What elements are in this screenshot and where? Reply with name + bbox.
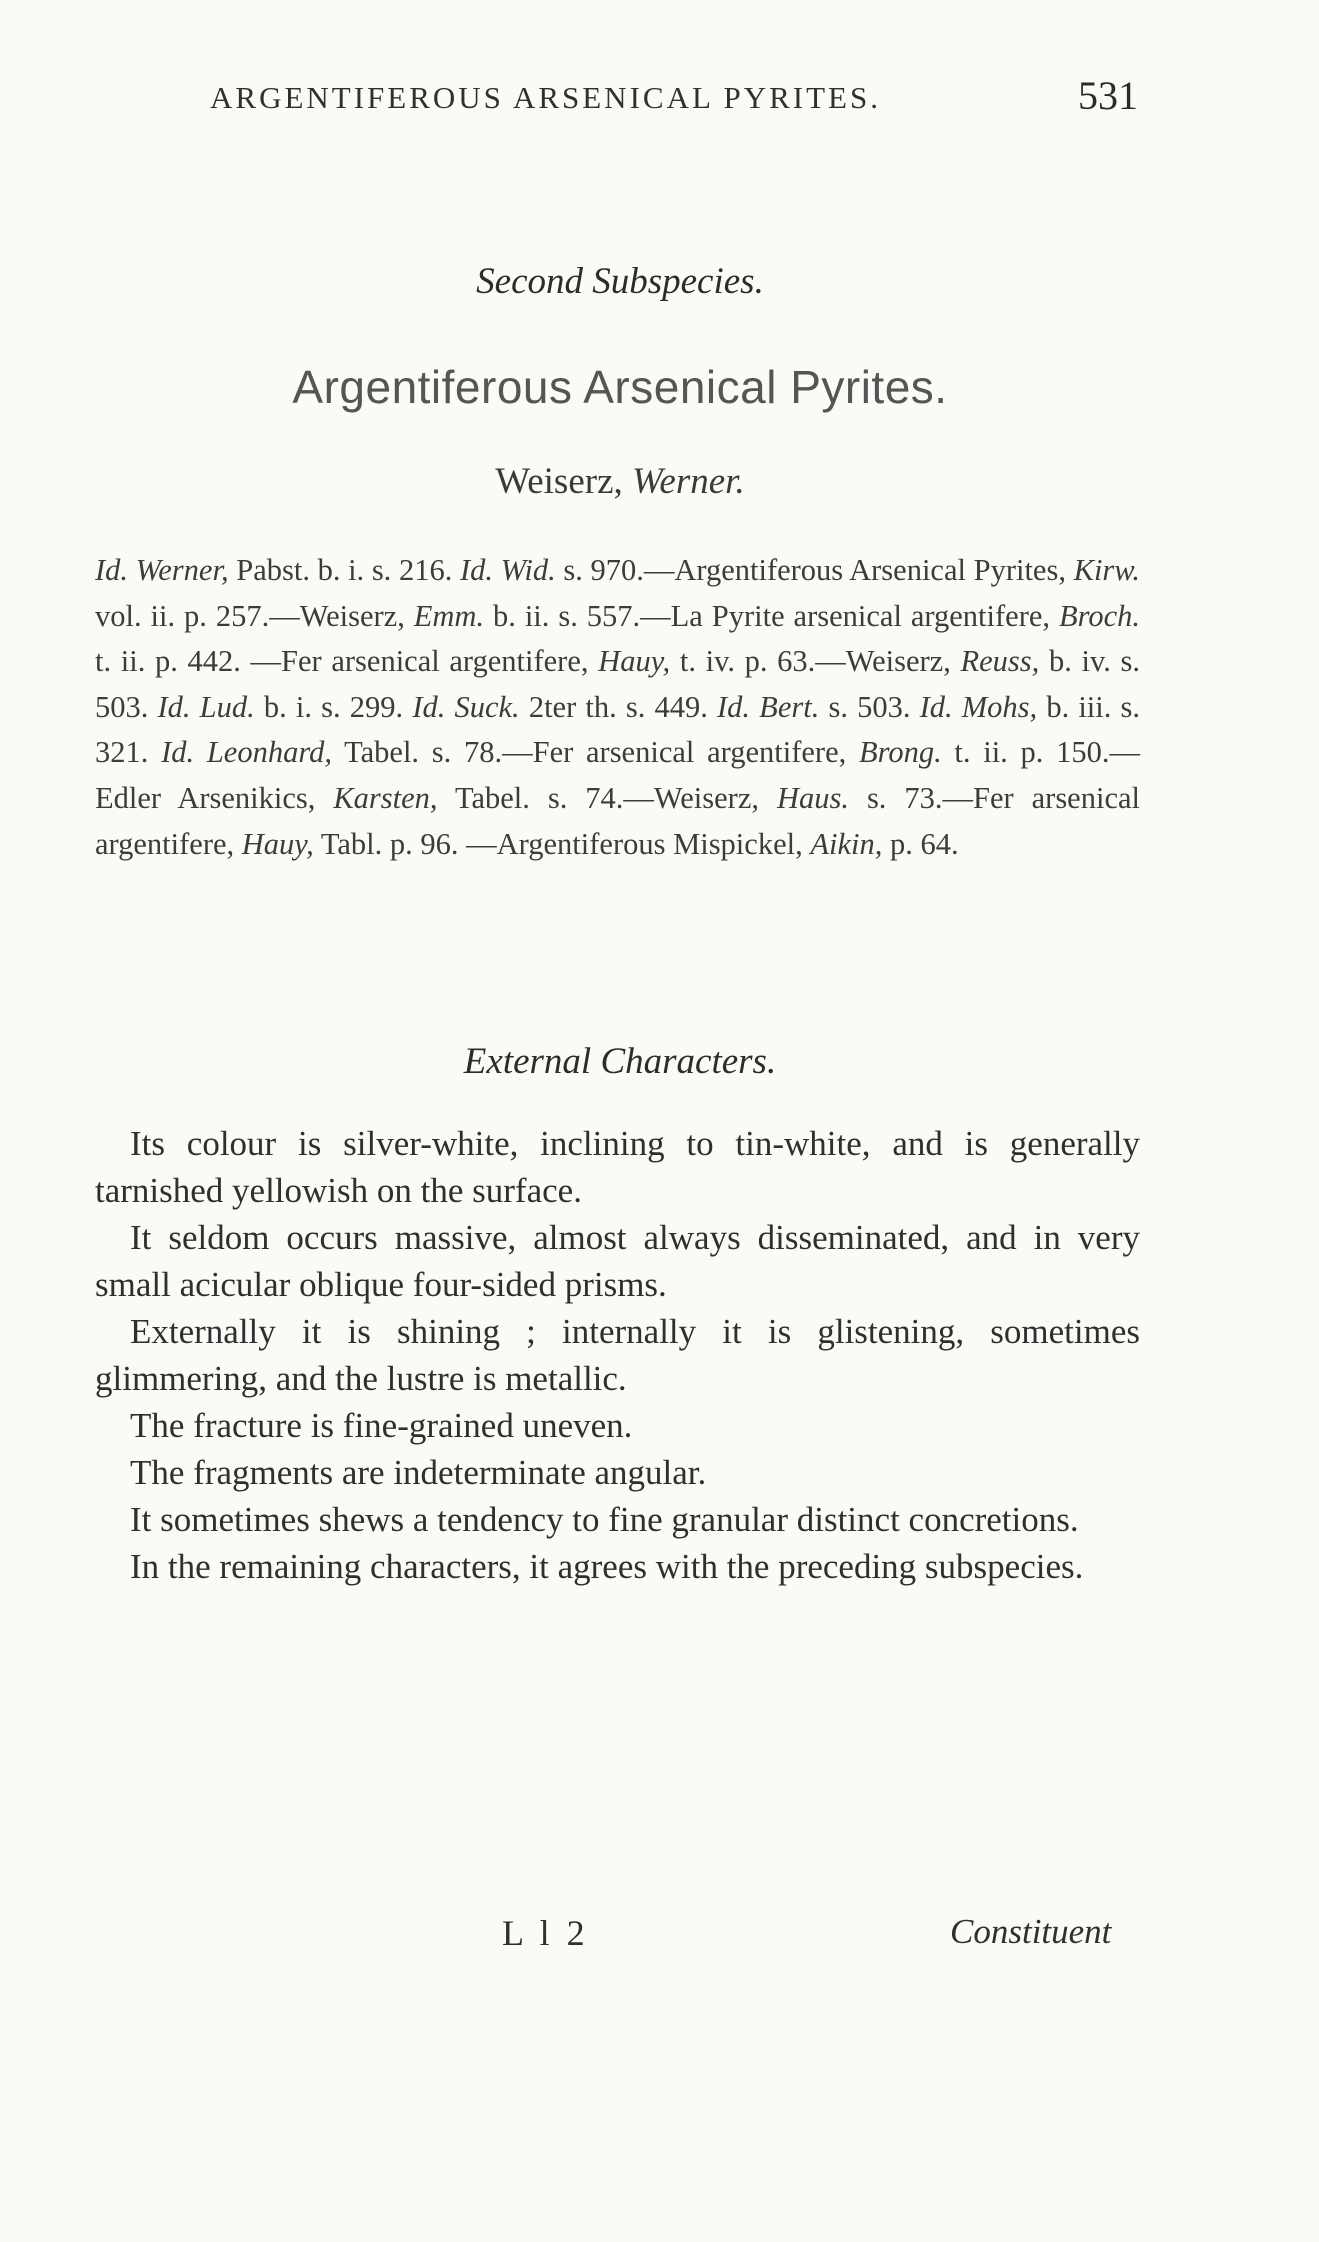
- synonymy-text: Tabl. p. 96. —Argentiferous Mispickel,: [313, 826, 811, 861]
- catchword: Constituent: [950, 1912, 1112, 1951]
- paragraph-occurrence: It seldom occurs massive, almost always disseminated, and in very small acicular oblique four-sided prisms.: [95, 1218, 1140, 1304]
- paragraph-lustre: Externally it is shining ; internally it is glistening, sometimes glimmering, and the lustre is metallic.: [95, 1312, 1140, 1398]
- paragraph-fracture: The fracture is fine-grained uneven.: [130, 1406, 633, 1445]
- subspecies-heading: Second Subspecies.: [476, 261, 764, 302]
- synonymy-text: t. ii. p. 150.—Edler Arsenikics,: [95, 735, 1140, 815]
- paragraph-colour: Its colour is silver-white, inclining to tin-white, and is generally tarnished yellowish on the surface.: [95, 1124, 1140, 1210]
- synonymy-text: b. iv. s. 503.: [95, 644, 1140, 724]
- synonymy-text: s. 970.—Argentiferous Arsenical Pyrites,: [555, 553, 1074, 587]
- synonymy-citation-italic: Hauy,: [241, 826, 314, 861]
- page-number: 531: [1078, 73, 1138, 118]
- synonymy-text: Tabel. s. 74.—Weiserz,: [437, 780, 777, 815]
- german-name: [95, 460, 1145, 503]
- synonymy-text: b. i. s. 299.: [254, 689, 413, 724]
- synonymy-citation-italic: Karsten,: [333, 780, 438, 815]
- synonymy-citation-italic: Haus.: [776, 780, 849, 815]
- synonymy-citation-italic: Aikin,: [810, 826, 883, 861]
- synonymy-citation-italic: Broch.: [1058, 598, 1140, 633]
- synonymy-text: 2ter th. s. 449.: [519, 689, 718, 724]
- paragraph-concretions: It sometimes shews a tendency to fine granular distinct concretions.: [130, 1500, 1079, 1539]
- german-name-author: Werner.: [632, 461, 745, 502]
- synonymy-text: s. 503.: [819, 689, 920, 724]
- synonymy-citation-italic: Id. Mohs,: [919, 689, 1038, 724]
- synonymy-text: t. ii. p. 442. —Fer arsenical argentifere,: [95, 644, 599, 679]
- synonymy-citation-italic: Id. Wid.: [459, 553, 556, 587]
- synonymy-text: p. 64.: [882, 826, 959, 861]
- paragraph-remaining: In the remaining characters, it agrees with the preceding subspecies.: [130, 1547, 1084, 1586]
- species-title: Argentiferous Arsenical Pyrites.: [292, 361, 948, 413]
- synonymy-citation-italic: Kirw.: [1073, 553, 1141, 587]
- synonymy-text: s. 73.—Fer arsenical argentifere,: [95, 780, 1140, 861]
- synonymy-citation-italic: Id. Lud.: [157, 689, 255, 724]
- synonymy-text: t. iv. p. 63.—Weiserz,: [670, 644, 961, 679]
- synonymy-citation-italic: Id. Werner,: [95, 553, 229, 587]
- synonymy-text: b. iii. s. 321.: [95, 689, 1141, 770]
- synonymy-citation-italic: Emm.: [413, 598, 485, 633]
- synonymy-text: Tabel. s. 78.—Fer arsenical argentifere,: [331, 735, 859, 770]
- signature-mark: L l 2: [502, 1913, 589, 1953]
- synonymy-paragraph: [95, 548, 1140, 867]
- synonymy-citation-italic: Hauy,: [598, 644, 671, 679]
- synonymy-text: Pabst. b. i. s. 216.: [228, 553, 460, 587]
- synonymy-text: vol. ii. p. 257.—Weiserz,: [95, 598, 414, 633]
- synonymy-citation-italic: Id. Bert.: [717, 689, 820, 724]
- synonymy-text: b. ii. s. 557.—La Pyrite arsenical argentifere,: [484, 598, 1059, 633]
- synonymy-citation-italic: Brong.: [858, 735, 942, 770]
- paragraph-fragments: The fragments are indeterminate angular.: [130, 1453, 707, 1492]
- synonymy-citation-italic: Id. Suck.: [412, 689, 520, 724]
- synonymy-citation-italic: Reuss,: [960, 644, 1040, 679]
- running-head: [0, 72, 1319, 132]
- page-footer: [0, 1912, 1319, 1962]
- german-name-term: Weiserz,: [495, 461, 623, 502]
- running-head-title: ARGENTIFEROUS ARSENICAL PYRITES.: [210, 80, 881, 115]
- synonymy-citation-italic: Id. Leonhard,: [161, 735, 332, 770]
- section-heading-external-characters: External Characters.: [463, 1041, 777, 1082]
- external-characters-text: [95, 1120, 1140, 1590]
